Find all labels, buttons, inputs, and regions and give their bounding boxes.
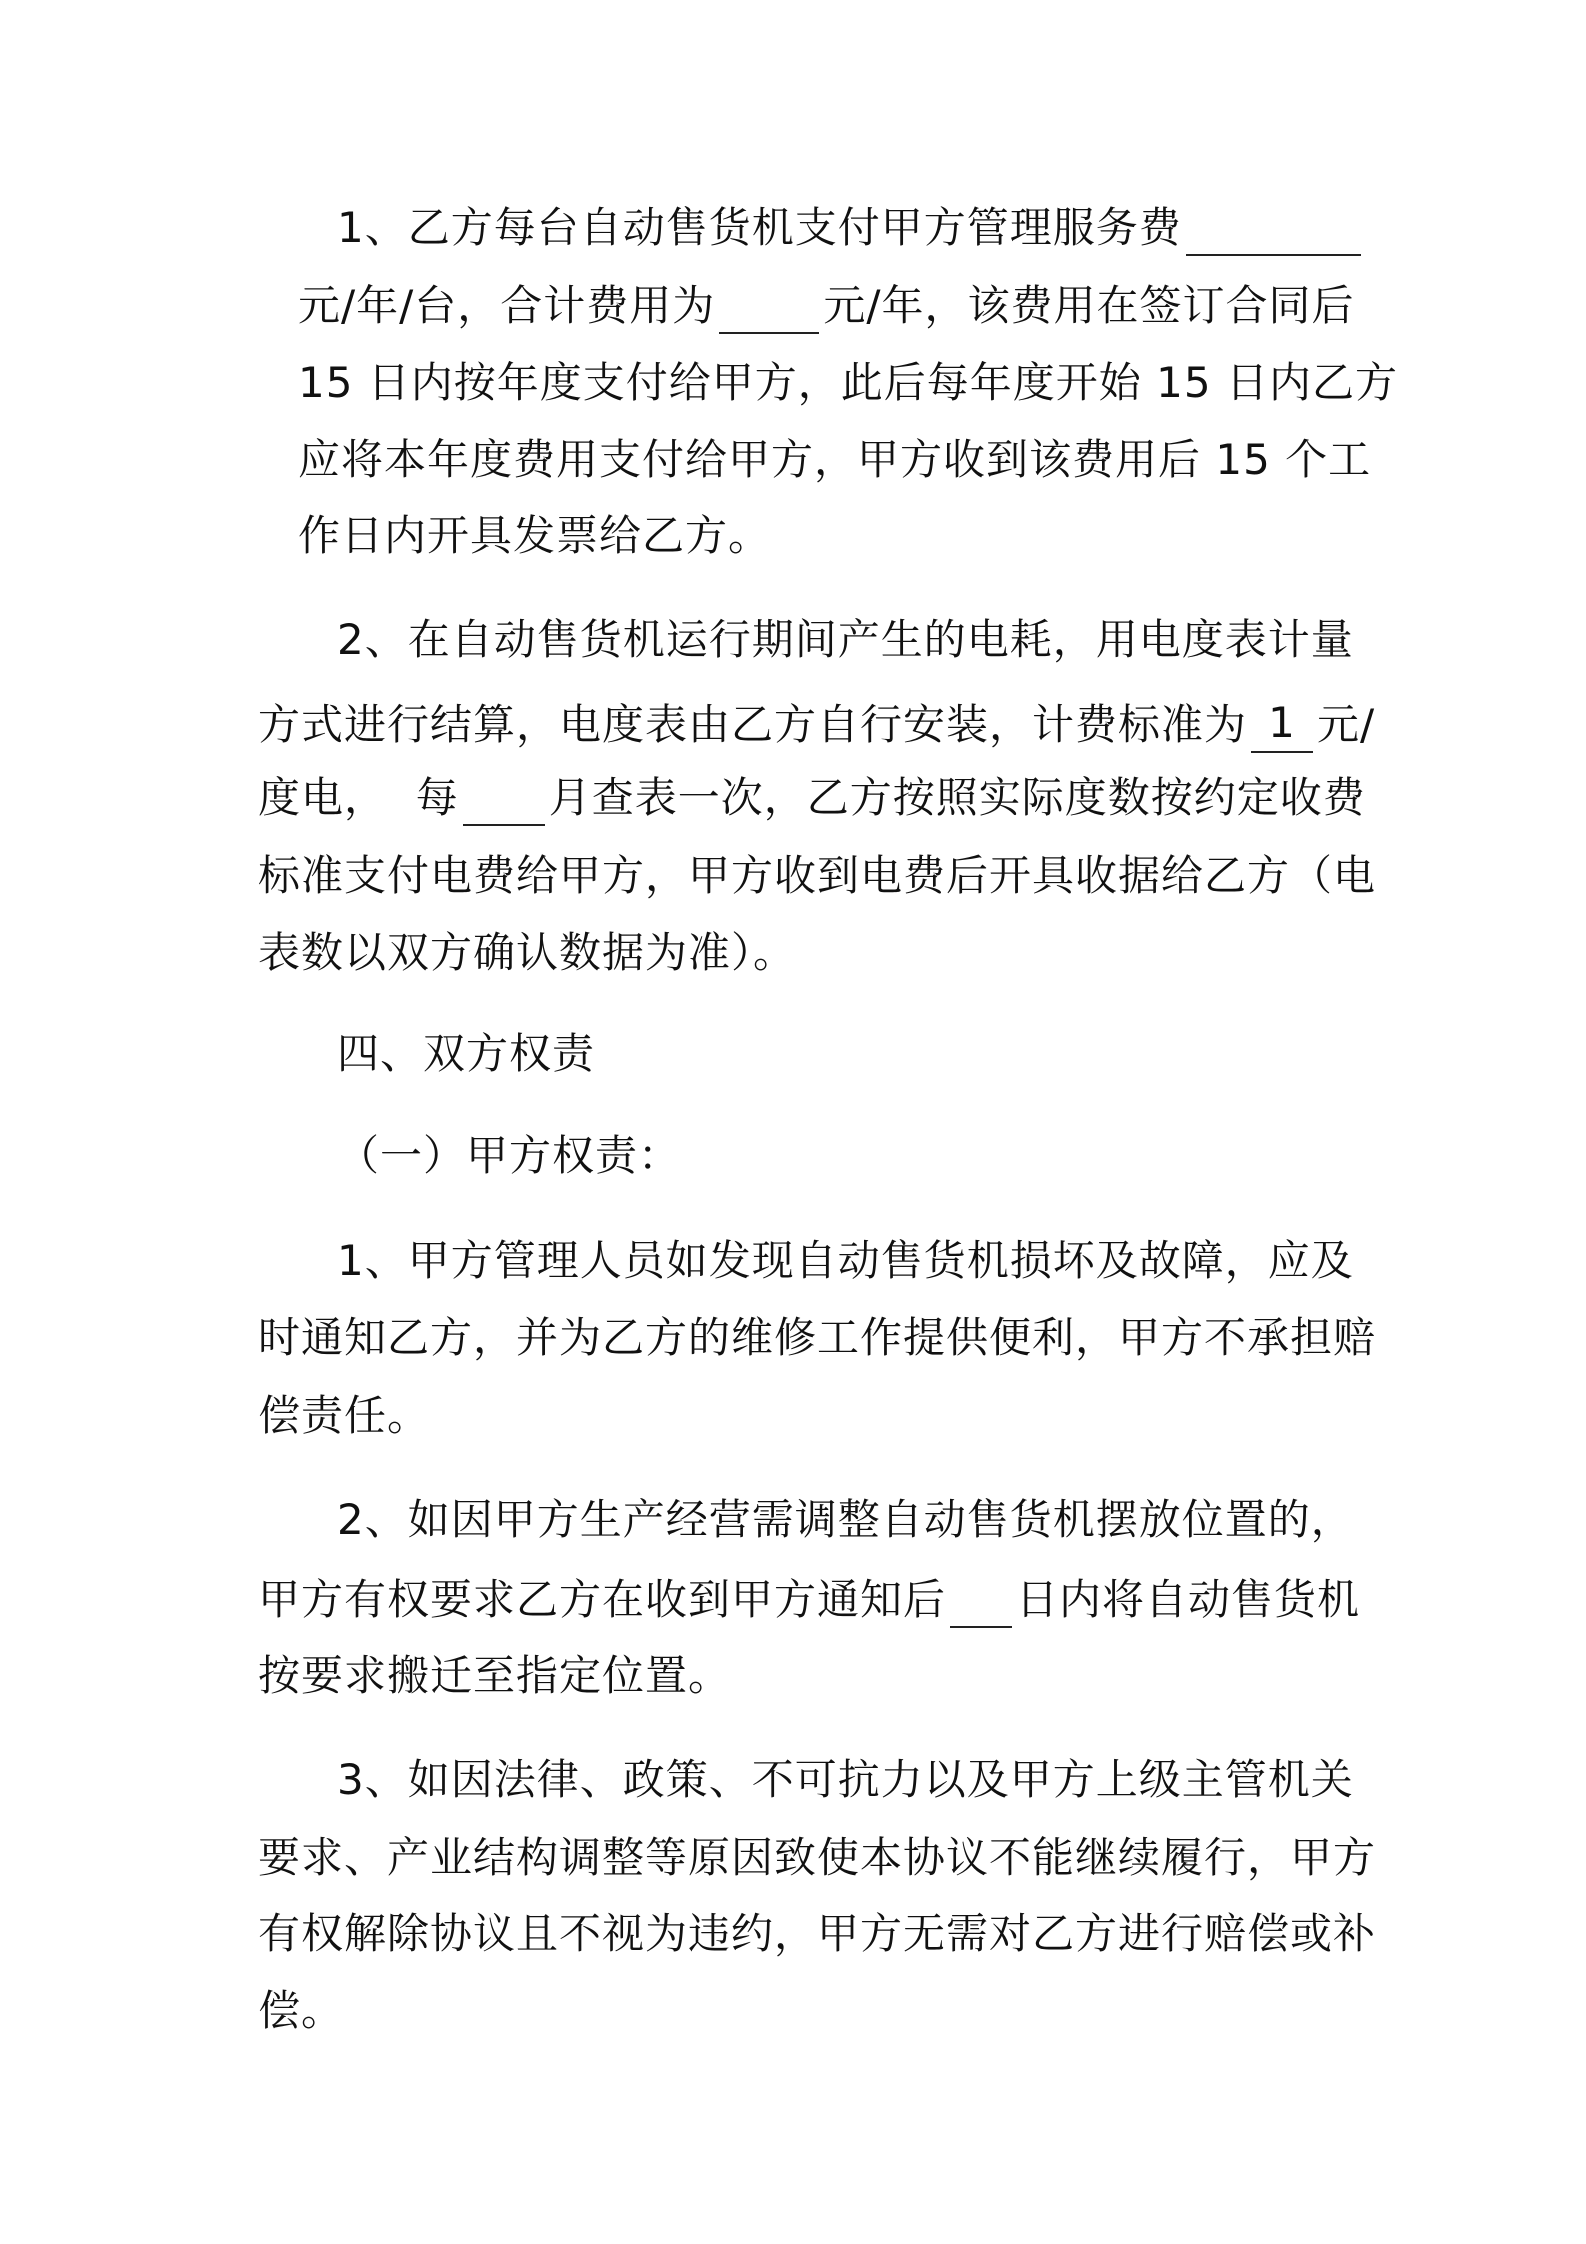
right1-line1: 1、甲方管理人员如发现自动售货机损坏及故障，应及 [337, 1236, 1354, 1285]
relocation-days-blank [950, 1582, 1012, 1628]
right2-line2 [258, 1572, 1360, 1628]
right3-line3: 有权解除协议且不视为违约，甲方无需对乙方进行赔偿或补 [258, 1909, 1377, 1958]
clause-power-text3b: 月查表一次，乙方按照实际度数按约定收费 [548, 773, 1366, 822]
clause-power-line5: 表数以双方确认数据为准）。 [258, 928, 797, 977]
clause-power-line1: 2、在自动售货机运行期间产生的电耗，用电度表计量 [337, 615, 1354, 664]
clause-power-text2b: 元/ [1317, 700, 1376, 749]
clause-fee-line2 [298, 278, 1354, 334]
right3-line1: 3、如因法律、政策、不可抗力以及甲方上级主管机关 [337, 1755, 1354, 1804]
clause-fee-text2b: 元/年，该费用在签订合同后 [823, 281, 1355, 330]
clause-fee-line3: 15 日内按年度支付给甲方，此后每年度开始 15 日内乙方 [298, 358, 1398, 407]
clause-fee-text2a: 元/年/台，合计费用为 [298, 281, 716, 330]
clause-power-line2 [258, 695, 1375, 753]
clause-power-line4: 标准支付电费给甲方，甲方收到电费后开具收据给乙方（电 [258, 851, 1377, 900]
right1-line3: 偿责任。 [258, 1391, 431, 1440]
price-per-kwh: 1 [1251, 695, 1313, 753]
right1-line2: 时通知乙方，并为乙方的维修工作提供便利，甲方不承担赔 [258, 1313, 1377, 1362]
clause-power-line3 [258, 770, 1366, 826]
clause-power-text2a: 方式进行结算，电度表由乙方自行安装，计费标准为 [258, 700, 1248, 749]
section-title: 四、双方权责 [337, 1029, 596, 1078]
clause-power-text3a: 度电， 每 [258, 773, 459, 822]
meter-interval-blank [463, 780, 545, 826]
right3-line2: 要求、产业结构调整等原因致使本协议不能继续履行，甲方 [258, 1833, 1377, 1882]
clause-fee-line1 [337, 200, 1365, 256]
fee-per-machine-blank [1186, 210, 1361, 256]
clause-fee-text1: 1、乙方每台自动售货机支付甲方管理服务费 [337, 203, 1182, 252]
clause-fee-line4: 应将本年度费用支付给甲方，甲方收到该费用后 15 个工 [298, 435, 1372, 484]
right2-line1: 2、如因甲方生产经营需调整自动售货机摆放位置的， [337, 1495, 1354, 1544]
total-fee-blank [719, 288, 819, 334]
right2-line3: 按要求搬迁至指定位置。 [258, 1651, 732, 1700]
right2-text2b: 日内将自动售货机 [1016, 1575, 1361, 1624]
right2-text2a: 甲方有权要求乙方在收到甲方通知后 [258, 1575, 947, 1624]
clause-fee-line5: 作日内开具发票给乙方。 [298, 511, 772, 560]
right3-line4: 偿。 [258, 1986, 345, 2035]
section-subtitle: （一）甲方权责： [337, 1131, 682, 1180]
